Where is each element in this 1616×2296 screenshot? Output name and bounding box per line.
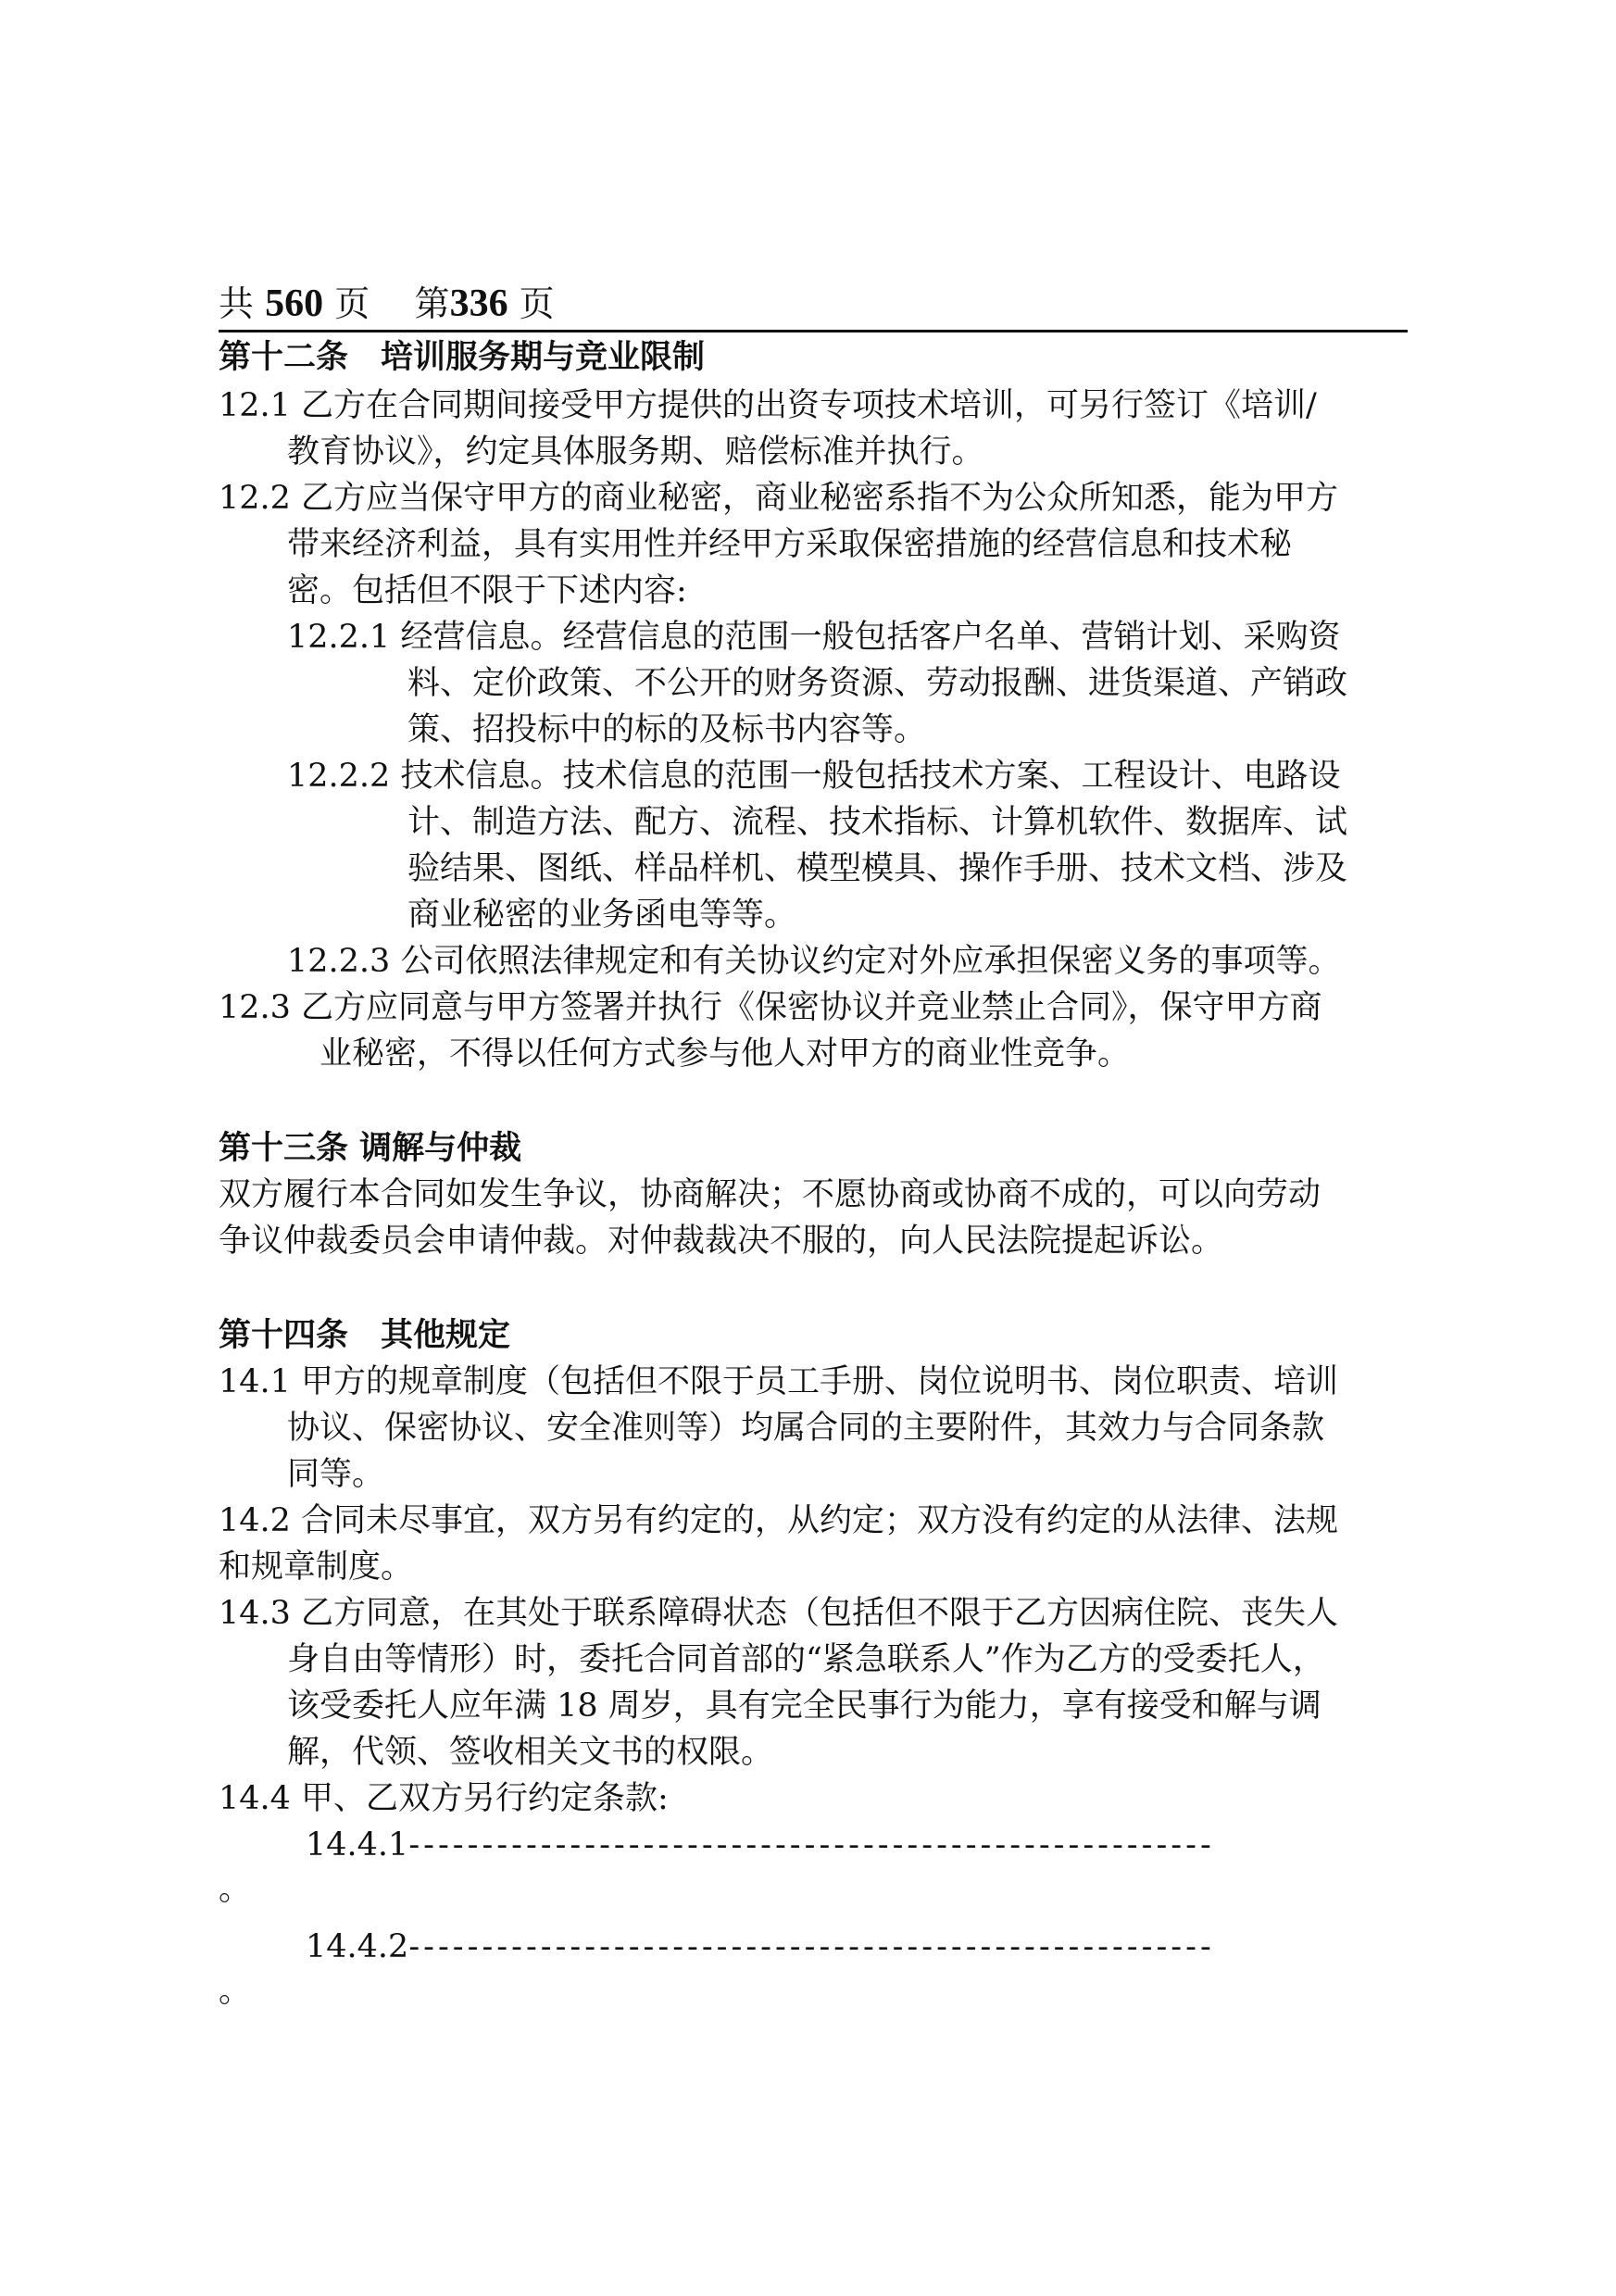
clause-12-2-line-2: 带来经济利益，具有实用性并经甲方采取保密措施的经营信息和技术秘 xyxy=(287,526,1293,563)
article-13-line-1: 双方履行本合同如发生争议，协商解决；不愿协商或协商不成的，可以向劳动 xyxy=(219,1176,1322,1213)
clause-14-3-line-4: 解，代领、签收相关文书的权限。 xyxy=(287,1734,774,1771)
page-total-prefix: 共 xyxy=(219,283,255,324)
clause-14-2-line-2: 和规章制度。 xyxy=(219,1549,414,1586)
clause-14-1-line-2: 协议、保密协议、安全准则等）均属合同的主要附件，其效力与合同条款 xyxy=(287,1410,1325,1447)
article-12-title: 第十二条 培训服务期与竞业限制 xyxy=(219,339,706,376)
clause-12-2-1-line-1: 12.2.1 经营信息。经营信息的范围一般包括客户名单、营销计划、采购资 xyxy=(287,619,1341,656)
page-current-unit: 页 xyxy=(519,283,555,324)
clause-12-2-3-line-1: 12.2.3 公司依照法律规定和有关协议约定对外应承担保密义务的事项等。 xyxy=(287,943,1341,980)
clause-12-2-line-3: 密。包括但不限于下述内容: xyxy=(287,572,687,609)
clause-14-4-2-period: 。 xyxy=(219,1973,252,2010)
clause-12-2-1-line-3: 策、招投标中的标的及标书内容等。 xyxy=(407,711,927,748)
clause-14-3-line-1: 14.3 乙方同意，在其处于联系障碍状态（包括但不限于乙方因病住院、丧失人 xyxy=(219,1595,1339,1632)
clause-12-2-2-line-1: 12.2.2 技术信息。技术信息的范围一般包括技术方案、工程设计、电路设 xyxy=(287,758,1341,795)
clause-14-1-line-1: 14.1 甲方的规章制度（包括但不限于员工手册、岗位说明书、岗位职责、培训 xyxy=(219,1363,1339,1400)
clause-12-1-line-1: 12.1 乙方在合同期间接受甲方提供的出资专项技术培训，可另行签订《培训/ xyxy=(219,387,1317,424)
clause-12-3-line-2: 业秘密，不得以任何方式参与他人对甲方的商业性竞争。 xyxy=(319,1035,1131,1073)
clause-12-2-2-line-2: 计、制造方法、配方、流程、技术指标、计算机软件、数据库、试 xyxy=(407,804,1348,841)
clause-12-2-2-line-4: 商业秘密的业务函电等等。 xyxy=(407,897,797,934)
fill-in-line-14-4-2: ------------------------------------------------------- xyxy=(408,1928,1215,1965)
clause-14-4-2-blank xyxy=(306,1925,1215,1969)
clause-14-4-1-period: 。 xyxy=(219,1871,252,1908)
page-total-unit: 页 xyxy=(334,283,370,324)
clause-14-3-line-3: 该受委托人应年满 18 周岁，具有完全民事行为能力，享有接受和解与调 xyxy=(287,1687,1322,1725)
clause-12-2-line-1: 12.2 乙方应当保守甲方的商业秘密，商业秘密系指不为公众所知悉，能为甲方 xyxy=(219,480,1339,517)
page-header xyxy=(219,278,1408,332)
article-13-title: 第十三条 调解与仲裁 xyxy=(219,1130,522,1167)
article-14-title: 第十四条 其他规定 xyxy=(219,1317,511,1354)
clause-12-2-2-line-3: 验结果、图纸、样品样机、模型模具、操作手册、技术文档、涉及 xyxy=(407,850,1348,887)
clause-14-1-line-3: 同等。 xyxy=(287,1456,385,1493)
article-13-line-2: 争议仲裁委员会申请仲裁。对仲裁裁决不服的，向人民法院提起诉讼。 xyxy=(219,1223,1224,1260)
clause-14-4-line-1: 14.4 甲、乙双方另行约定条款: xyxy=(219,1780,669,1817)
page-current-prefix: 第 xyxy=(414,283,450,324)
page-total-number: 560 xyxy=(265,282,324,325)
clause-14-4-1-label: 14.4.1 xyxy=(306,1826,409,1863)
clause-14-2-line-1: 14.2 合同未尽事宜，双方另有约定的，从约定；双方没有约定的从法律、法规 xyxy=(219,1502,1339,1539)
clause-12-3-line-1: 12.3 乙方应同意与甲方签署并执行《保密协议并竞业禁止合同》，保守甲方商 xyxy=(219,989,1322,1026)
clause-12-1-line-2: 教育协议》，约定具体服务期、赔偿标准并执行。 xyxy=(287,433,984,470)
clause-14-3-line-2: 身自由等情形）时，委托合同首部的“紧急联系人”作为乙方的受委托人， xyxy=(287,1641,1325,1678)
clause-14-4-2-label: 14.4.2 xyxy=(306,1928,409,1965)
page-current-number: 336 xyxy=(449,282,508,325)
clause-14-4-1-blank xyxy=(306,1823,1215,1867)
fill-in-line-14-4-1: ------------------------------------------------------- xyxy=(408,1826,1215,1863)
clause-12-2-1-line-2: 料、定价政策、不公开的财务资源、劳动报酬、进货渠道、产销政 xyxy=(407,665,1348,702)
